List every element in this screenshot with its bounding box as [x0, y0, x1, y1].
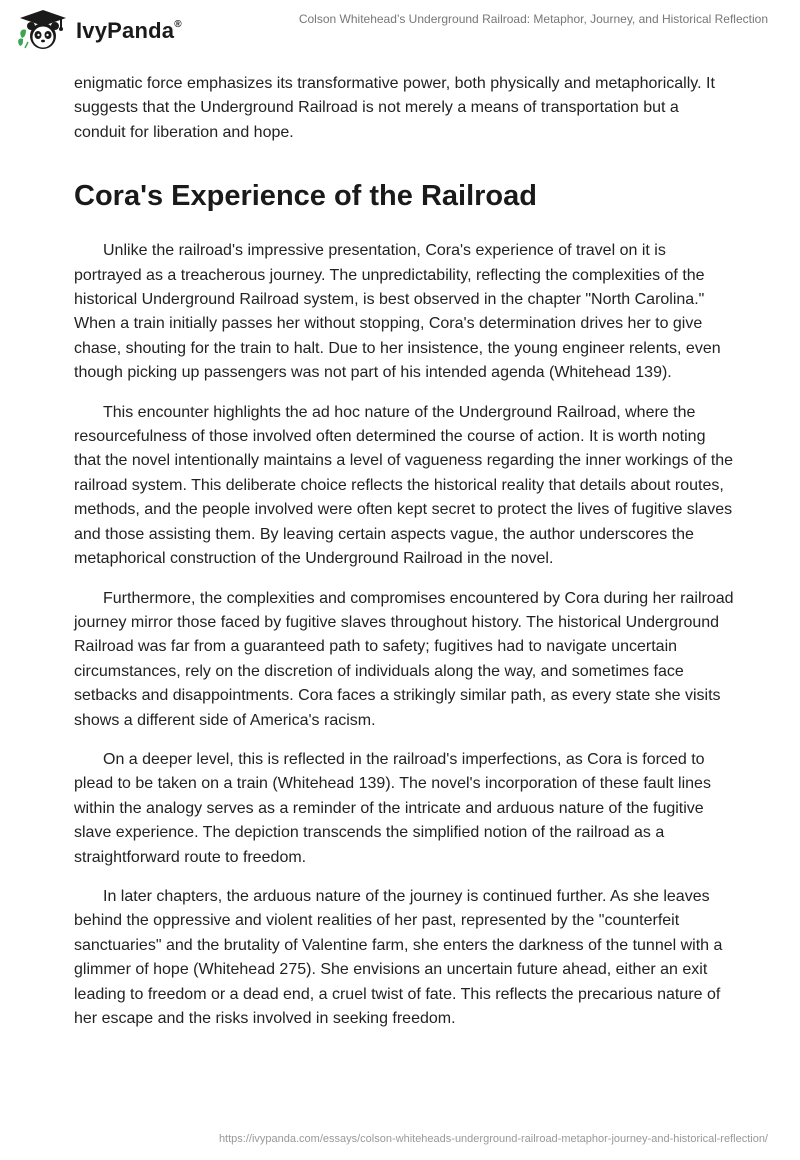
section-heading: Cora's Experience of the Railroad: [74, 180, 537, 213]
paragraph-4: On a deeper level, this is reflected in the railroad's imperfections, as Cora is forced to plead to be taken on a train (Whitehead 139). The novel's incorporation of these fault lines within the analogy serves as a reminder of the intricate and arduous nature of the fugitive slave experience. The depiction transcends the simplified notion of the railroad as a straightforward route to freedom.: [74, 750, 711, 866]
document-title: Colson Whitehead’s Underground Railroad: Metaphor, Journey, and Historical Reflection: [298, 12, 768, 26]
paragraph-1: Unlike the railroad's impressive presentation, Cora's experience of travel on it is portrayed as a treacherous journey. The unpredictability, reflecting the complexities of the historical Underground Railroad system, is best observed in the chapter "North Carolina." When a train initially passes her without stopping, Cora's determination drives her to give chase, shouting for the train to halt. Due to her insistence, the young engineer relents, even though picking up passengers was not part of his intended agenda (Whitehead 139).: [74, 242, 721, 382]
intro-paragraph: enigmatic force emphasizes its transformative power, both physically and metaphorically. It suggests that the Underground Railroad is not merely a means of transportation but a conduit for liberation and hope.: [74, 75, 715, 141]
essay-content: [74, 72, 734, 1031]
brand-label: IvyPanda: [76, 18, 175, 43]
brand-name: [76, 18, 182, 44]
panda-graduate-icon: [16, 8, 70, 52]
source-url-link[interactable]: https://ivypanda.com/essays/colson-whiteheads-underground-railroad-metaphor-journey-and-historical-reflection/: [218, 1133, 768, 1145]
page-header: [0, 0, 800, 60]
paragraph-2: This encounter highlights the ad hoc nature of the Underground Railroad, where the resourcefulness of those involved often determined the course of action. It is worth noting that the novel intentionally maintains a level of vagueness regarding the inner workings of the railroad system. This deliberate choice reflects the historical reality that details about routes, methods, and the people involved were often kept secret to protect the lives of fugitive slaves and those assisting them. By leaving certain aspects vague, the author underscores the metaphorical construction of the Underground Railroad in the novel.: [74, 403, 734, 568]
registered-mark: ®: [174, 18, 182, 30]
paragraph-5: In later chapters, the arduous nature of the journey is continued further. As she leaves behind the oppressive and violent realities of her past, represented by the "counterfeit sanctuaries" and the brutality of Valentine farm, she enters the darkness of the tunnel with a glimmer of hope (Whitehead 275). She envisions an uncertain future ahead, either an exit leading to freedom or a dead end, a cruel twist of fate. This reflects the precarious nature of her escape and the risks involved in seeking freedom.: [74, 887, 723, 1027]
paragraph-3: Furthermore, the complexities and compromises encountered by Cora during her railroad journey mirror those faced by fugitive slaves throughout history. The historical Underground Railroad was far from a guaranteed path to safety; fugitives had to navigate uncertain circumstances, rely on the discretion of individuals along the way, and sometimes face setbacks and disappointments. Cora faces a strikingly similar path, as every state she visits shows a different side of America's racism.: [74, 589, 734, 729]
ivypanda-logo[interactable]: [16, 8, 182, 52]
